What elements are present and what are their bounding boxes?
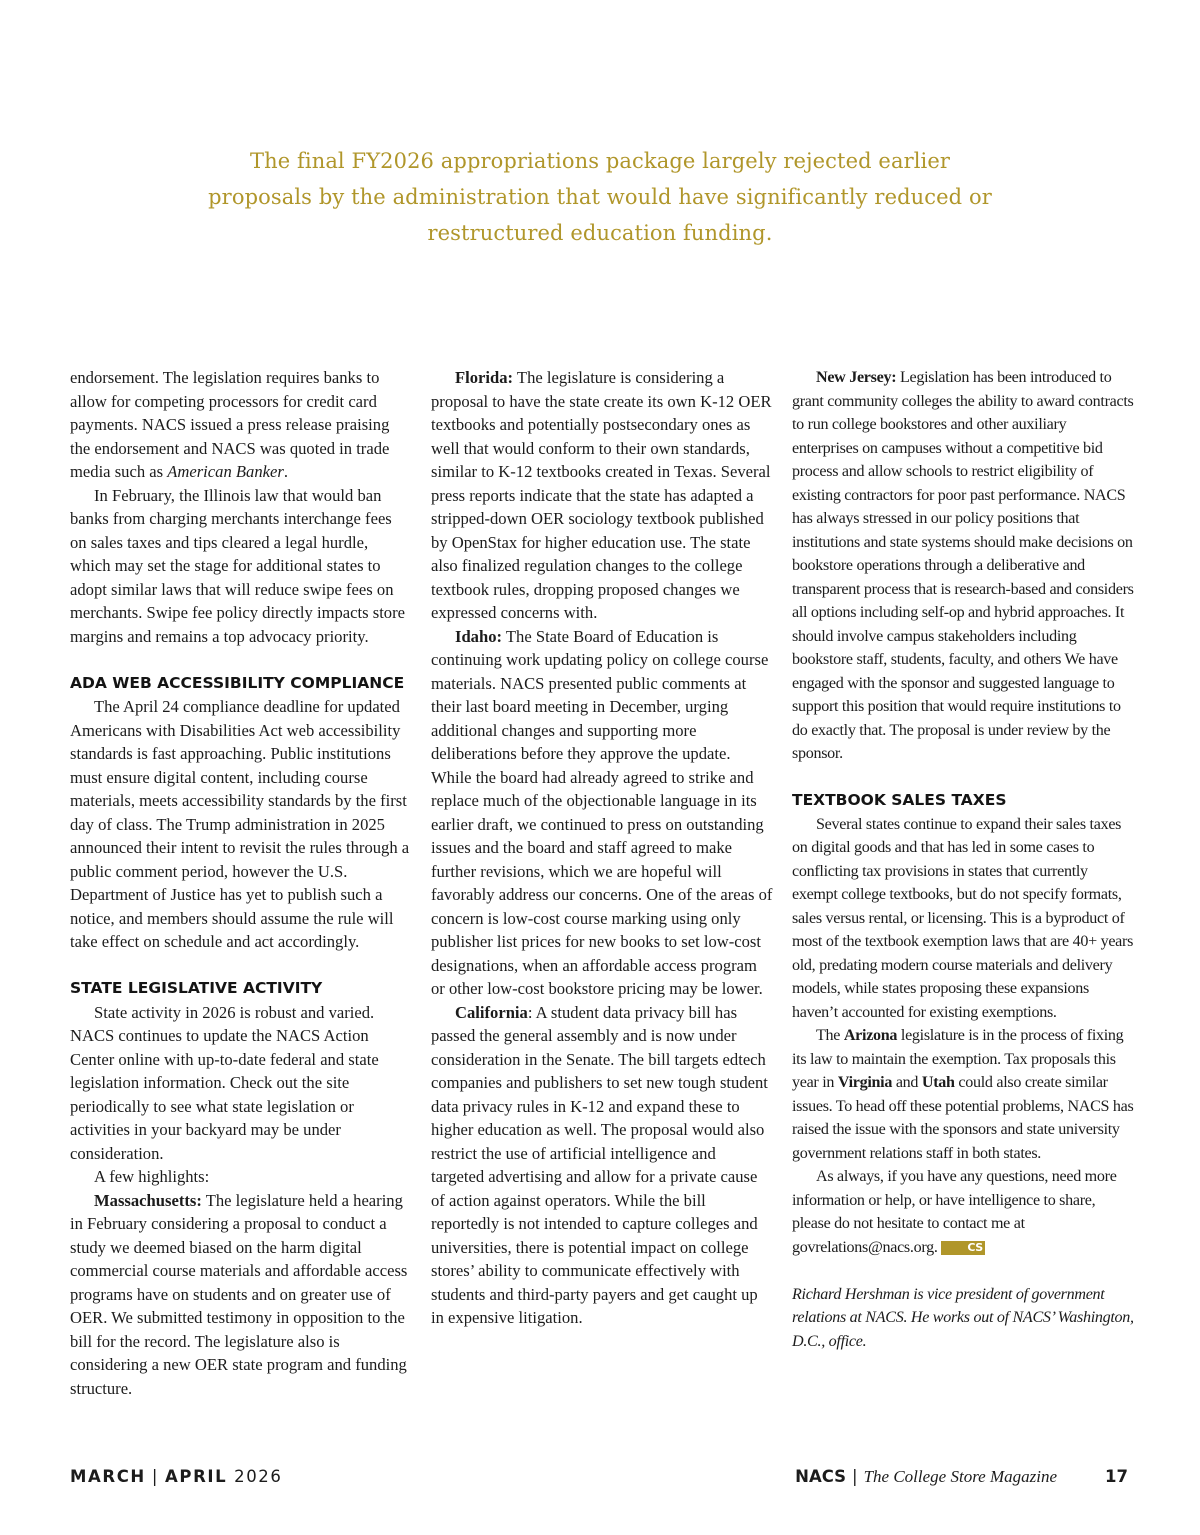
page-number: 17 bbox=[1105, 1467, 1128, 1486]
paragraph: Idaho: The State Board of Education is continuing work updating policy on college course materials. NACS presented public comments at their last board meeting in December, urging additional changes and supporting more deliberations before they approve the update. While the board had already agreed to strike and replace much of the objectionable language in its earlier draft, we continued to press on outstanding issues and the board and staff agreed to make further revisions, which we are hopeful will favorably address our concerns. One of the areas of concern is low-cost course marking using only publisher list prices for new books to set low-cost designations, when an affordable access program or other low-cost bookstore pricing may be lower. bbox=[431, 626, 773, 998]
section-heading: TEXTBOOK SALES TAXES bbox=[792, 791, 1007, 809]
paragraph: New Jersey: Legislation has been introduced to grant community colleges the ability to award contracts to run college bookstores and other auxiliary enterprises on campuses without a competitive bid process and allow schools to restrict eligibility of existing contractors for poor past performance. NACS has always stressed in our policy positions that institutions and state systems should make decisions on bookstore operations through a deliberative and transparent process that is research-based and considers all options including self-op and hybrid approaches. It should involve campus stakeholders including bookstore staff, students, faculty, and others We have engaged with the sponsor and suggested language to support this position that would require institutions to do exactly that. The proposal is under review by the sponsor. bbox=[792, 369, 1134, 762]
paragraph: Florida: The legislature is considering a proposal to have the state create its own K-12 OER textbooks and potentially postsecondary ones as well that would conform to their own standards, similar to K-12 textbooks created in Texas. Several press reports indicate that the state has adapted a stripped-down OER sociology textbook published by OpenStax for higher education use. The state also finalized regulation changes to the college textbook rules, dropping proposed changes we expressed concerns with. bbox=[431, 368, 772, 622]
paragraph: endorsement. The legislation requires banks to allow for competing processors for credit card payments. NACS issued a press release praising the endorsement and NACS was quoted in trade media such as American Banker. bbox=[70, 368, 390, 481]
paragraph: Massachusetts: The legislature held a hearing in February considering a proposal to conduct a study we deemed biased on the harm digital commercial course materials and affordable access programs have on students and on greater use of OER. We submitted testimony in opposition to the bill for the record. The legislature also is considering a new OER state program and funding structure. bbox=[70, 1190, 408, 1398]
paragraph: California: A student data privacy bill has passed the general assembly and is now under consideration in the Senate. The bill targets edtech companies and publishers to set new tough student data privacy rules in K-12 and expand these to higher education as well. The proposal would also restrict the use of artificial intelligence and targeted advertising and allow for a private cause of action against operators. While the bill reportedly is not intended to capture colleges and universities, there is potential impact on college stores’ ability to communicate effectively with students and third-party payers and get caught up in expensive litigation. bbox=[431, 1002, 768, 1327]
column-3 bbox=[792, 366, 1134, 1353]
column-2 bbox=[431, 366, 773, 1330]
cs-end-mark-icon: CS bbox=[941, 1241, 985, 1255]
paragraph: Several states continue to expand their sales taxes on digital goods and that has led in some cases to conflicting tax provisions in states that currently exempt college textbooks, but do not specify formats, sales versus rental, or licensing. This is a byproduct of most of the textbook exemption laws that are 40+ years old, predating modern course materials and delivery models, while states proposing these expansions haven’t accounted for existing exemptions. bbox=[792, 815, 1134, 1021]
column-1 bbox=[70, 366, 412, 1400]
section-heading: ADA WEB ACCESSIBILITY COMPLIANCE bbox=[70, 673, 405, 692]
footer-issue-date: MARCH | APRIL 2026 bbox=[70, 1467, 283, 1486]
magazine-title: The College Store Magazine bbox=[863, 1467, 1058, 1486]
paragraph: A few highlights: bbox=[94, 1167, 210, 1186]
footer-publication: NACS | The College Store Magazine 17 bbox=[795, 1467, 1128, 1486]
paragraph: As always, if you have any questions, need more information or help, or have intelligence to share, please do not hesitate to contact me at govrelations@nacs.org. CS bbox=[792, 1168, 1117, 1256]
publisher-name: NACS bbox=[795, 1467, 847, 1486]
section-heading: STATE LEGISLATIVE ACTIVITY bbox=[70, 979, 323, 997]
paragraph: State activity in 2026 is robust and varied. NACS continues to update the NACS Action Center online with up-to-date federal and state legislation information. Check out the site periodically to see what state legislation or activities in your backyard may be under consideration. bbox=[70, 1002, 379, 1163]
paragraph: The Arizona legislature is in the process of fixing its law to maintain the exemption. Tax proposals this year in Virginia and Utah could also create similar issues. To head off these potential problems, NACS has raised the issue with the sponsors and state university government relations staff in both states. bbox=[792, 1027, 1134, 1162]
paragraph: The April 24 compliance deadline for updated Americans with Disabilities Act web accessibility standards is fast approaching. Public institutions must ensure digital content, including course materials, meets accessibility standards by the first day of class. The Trump administration in 2025 announced their intent to revisit the rules through a public comment period, however the U.S. Department of Justice has yet to publish such a notice, and members should assume the rule will take effect on schedule and act accordingly. bbox=[70, 697, 410, 951]
author-bio: Richard Hershman is vice president of government relations at NACS. He works out of NACS’ Washington, D.C., office. bbox=[792, 1285, 1134, 1350]
pull-quote: The final FY2026 appropriations package largely rejected earlier proposals by the administration that would have significantly reduced or restructured education funding. bbox=[208, 149, 992, 245]
paragraph: In February, the Illinois law that would ban banks from charging merchants interchange fees on sales taxes and tips cleared a legal hurdle, which may set the stage for additional states to adopt similar laws that will reduce swipe fees on merchants. Swipe fee policy directly impacts store margins and remains a top advocacy priority. bbox=[70, 485, 405, 646]
